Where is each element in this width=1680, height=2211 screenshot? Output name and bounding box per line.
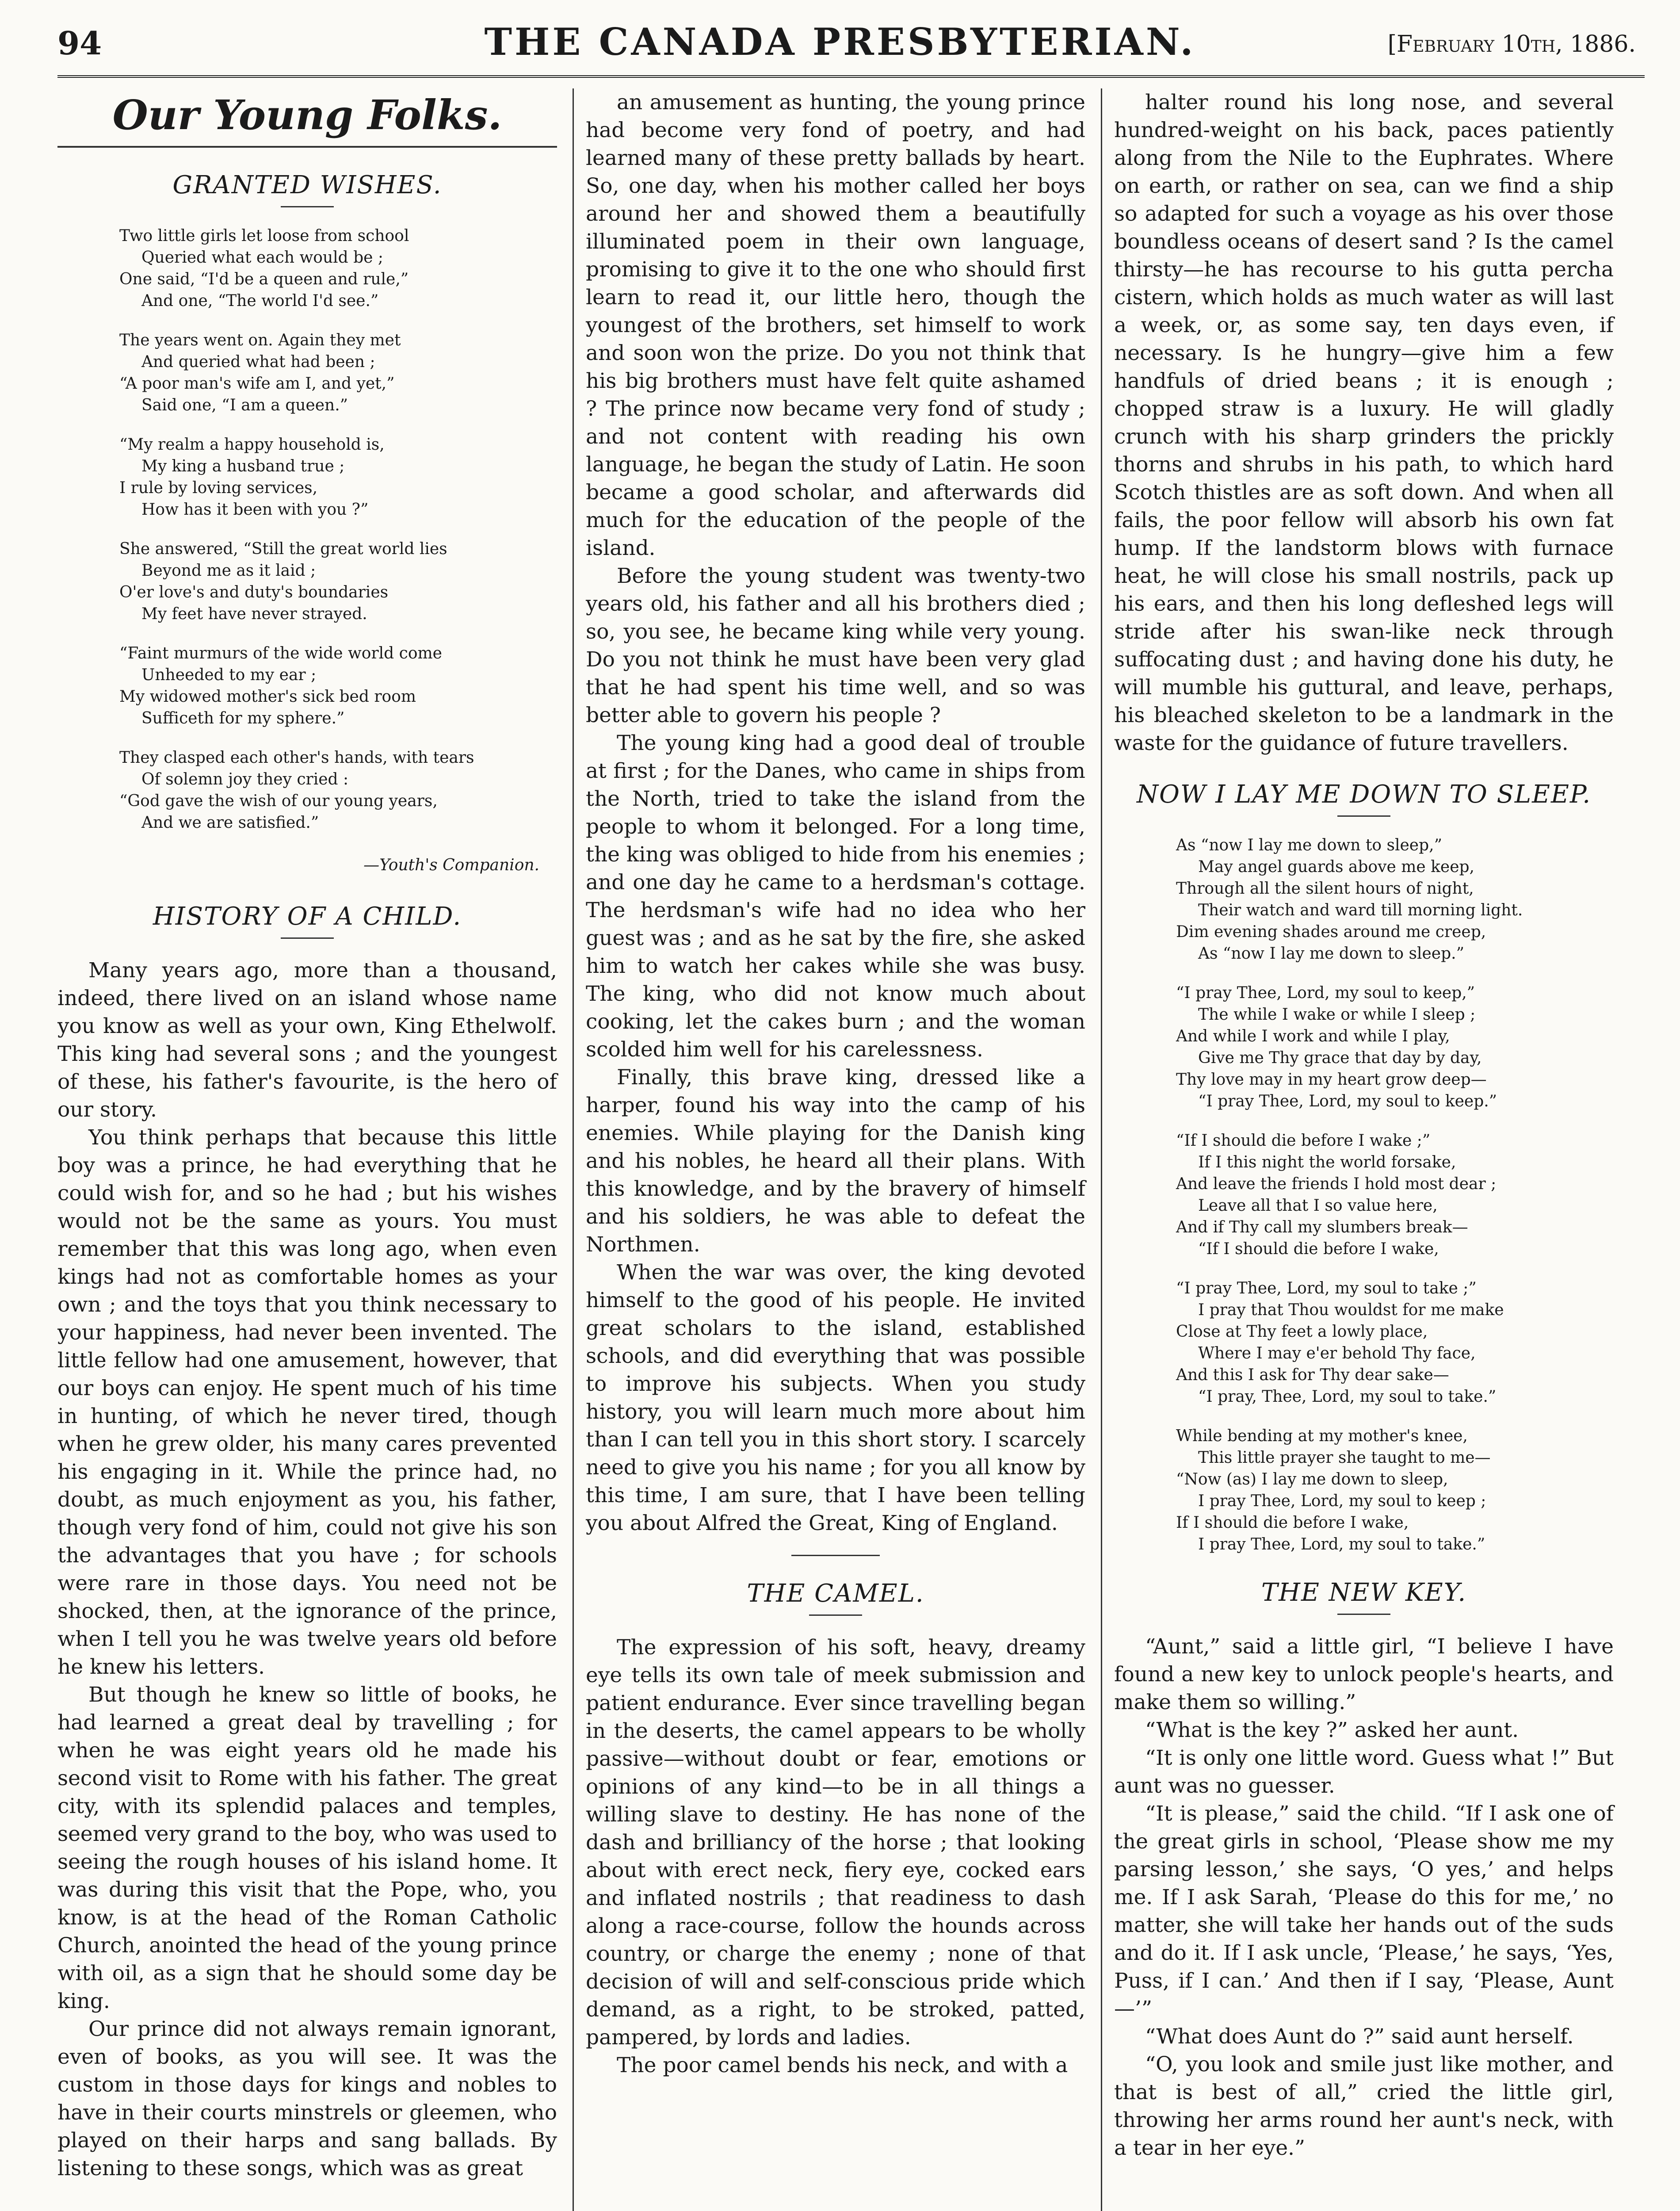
poem-line: I pray Thee, Lord, my soul to take.” <box>1198 1535 1485 1553</box>
paragraph: The young king had a good deal of trouble at first ; for the Danes, who came in ships from the North, tried to take the island from the people to whom it belonged. For a long time, the king was obliged to hide from his enemies ; and one day he came to a herdsman's cottage. The herdsman's wife had no idea who her guest was ; and as he sat by the fire, she asked him to watch her cakes while she was busy. The king, who did not know much about cooking, let the cakes burn ; and the woman scolded him well for his carelessness. <box>586 731 1085 1062</box>
poem-line: “A poor man's wife am I, and yet,” <box>119 375 395 393</box>
poem-line: “I pray Thee, Lord, my soul to take ;” <box>1176 1279 1477 1297</box>
poem-line: And we are satisfied.” <box>141 814 319 832</box>
column-3 <box>1114 88 1614 2162</box>
paragraph: Finally, this brave king, dressed like a harper, found his way into the camp of his enemies. While playing for the Danish king and his nobles, he heard all their plans. With this knowledge, and by the bravery of himself and his soldiers, he was able to defeat the Northmen. <box>586 1065 1085 1257</box>
poem-line: The while I wake or while I sleep ; <box>1198 1006 1476 1024</box>
paragraph: “It is please,” said the child. “If I ask one of the great girls in school, ‘Please show me my parsing lesson,’ she says, ‘O yes,’ and helps me. If I ask Sarah, ‘Please do this for me,’ no matter, she will take her hands out of the suds and do it. If I ask uncle, ‘Please,’ he says, ‘Yes, Puss, if I can.’ And then if I say, ‘Please, Aunt—’” <box>1114 1802 1614 2021</box>
poem-line: As “now I lay me down to sleep.” <box>1198 945 1464 963</box>
poem-line: If I should die before I wake, <box>1176 1514 1409 1532</box>
poem-stanza <box>1176 834 1614 964</box>
poem-line: And one, “The world I'd see.” <box>141 292 379 310</box>
poem-line: The years went on. Again they met <box>119 331 401 349</box>
poem-line: Said one, “I am a queen.” <box>141 396 348 414</box>
paragraph: Many years ago, more than a thousand, indeed, there lived on an island whose name you know as well as your own, King Ethelwolf. This king had several sons ; and the youngest of these, his father's favourite, is the hero of our story. <box>57 958 557 1122</box>
paragraph: Before the young student was twenty-two years old, his father and all his brothers died ; so, you see, he became king while very young. Do you not think he must have been very glad that he had spent his time well, and so was better able to govern his people ? <box>586 564 1085 727</box>
poem-line: “If I should die before I wake, <box>1198 1240 1439 1258</box>
title-rule <box>281 937 334 939</box>
poem-line: One said, “I'd be a queen and rule,” <box>119 270 409 288</box>
poem-line: Queried what each would be ; <box>141 249 384 267</box>
poem-line: This little prayer she taught to me— <box>1198 1449 1491 1467</box>
paragraph: “What is the key ?” asked her aunt. <box>1145 1718 1519 1742</box>
paragraph: When the war was over, the king devoted himself to the good of his people. He invited great scholars to the island, established schools, and did everything that was possible to improve his subjects. When you study history, you will learn much more about him than I can tell you in this short story. I scarcely need to give you his name ; for you all know by this time, I am sure, that I have been telling you about Alfred the Great, King of England. <box>586 1260 1085 1535</box>
story-title: HISTORY OF A CHILD. <box>153 902 462 931</box>
poem-line: Of solemn joy they cried : <box>141 770 349 788</box>
poem-stanza <box>1176 1278 1614 1408</box>
paragraph: an amusement as hunting, the young prince had become very fond of poetry, and had learned many of these pretty ballads by heart. So, one day, when his mother called her boys around her and showed them a beautifully illuminated poem in their own language, promising to give it to the one who should first learn to read it, our little hero, though the youngest of the brothers, set himself to work and soon won the prize. Do you not think that his big brothers must have felt quite ashamed ? The prince now became very fond of study ; and not content with reading his own language, he began the study of Latin. He soon became a good scholar, and afterwards did much for the education of the people of the island. <box>586 90 1085 560</box>
poem-line: I pray Thee, Lord, my soul to keep ; <box>1198 1492 1486 1510</box>
poem-stanza <box>1176 1130 1614 1260</box>
column-divider <box>573 88 574 2211</box>
poem-line: And if Thy call my slumbers break— <box>1176 1218 1468 1236</box>
poem-line: “I pray, Thee, Lord, my soul to take.” <box>1198 1388 1497 1406</box>
poem-line: As “now I lay me down to sleep,” <box>1176 836 1442 854</box>
end-rule <box>791 1555 880 1556</box>
poem-line: “I pray Thee, Lord, my soul to keep.” <box>1198 1092 1497 1110</box>
column-divider <box>1101 88 1102 2211</box>
poem-line: Give me Thy grace that day by day, <box>1198 1049 1482 1067</box>
poem-line: How has it been with you ?” <box>141 501 369 519</box>
title-rule <box>281 206 334 207</box>
poem-stanza <box>119 643 557 729</box>
story-body <box>57 956 557 2182</box>
paragraph: You think perhaps that because this little boy was a prince, he had everything that he could wish for, and so he had ; but his wishes would not be the same as yours. You must remember that this was long ago, when even kings had not as comfortable homes as your own ; and the toys that you think necessary to your happiness, had never been invented. The little fellow had one amusement, however, that our boys can enjoy. He spent much of his time in hunting, of which he never tired, though when he grew older, his many cares prevented his engaging in it. While the prince had, no doubt, as much enjoyment as you, his father, though very fond of him, could not give his son the advantages that you have ; for schools were rare in those days. You need not be shocked, then, at the ignorance of the prince, when I tell you he was twelve years old before he knew his letters. <box>57 1125 557 1679</box>
poem-line: I rule by loving services, <box>119 479 318 497</box>
poem-line: And this I ask for Thy dear sake— <box>1176 1366 1449 1384</box>
paragraph: “What does Aunt do ?” said aunt herself. <box>1145 2024 1574 2049</box>
paragraph: Our prince did not always remain ignorant, even of books, as you will see. It was the custom in those days for kings and nobles to have in their courts minstrels or gleemen, who played on their harps and sang ballads. By listening to these songs, which was as great <box>57 2017 557 2180</box>
camel-article-continued <box>1114 88 1614 757</box>
column-1 <box>57 88 557 2182</box>
poem-credit: —Youth's Companion. <box>363 856 539 874</box>
poem-stanza <box>119 225 557 312</box>
article-title: THE CAMEL. <box>747 1579 924 1608</box>
story-body-continued <box>586 88 1085 1537</box>
poem-line: I pray that Thou wouldst for me make <box>1198 1301 1504 1319</box>
poem-line: Through all the silent hours of night, <box>1176 880 1474 898</box>
poem-stanza <box>1176 1425 1614 1555</box>
section-masthead: Our Young Folks. <box>57 88 557 148</box>
page-number: 94 <box>57 24 102 62</box>
poem-line: “God gave the wish of our young years, <box>119 792 438 810</box>
poem-stanza <box>1176 982 1614 1112</box>
poem-line: Their watch and ward till morning light. <box>1198 901 1523 919</box>
paragraph: “O, you look and smile just like mother, and that is best of all,” cried the little girl, throwing her arms round her aunt's neck, with a tear in her eye.” <box>1114 2052 1614 2160</box>
poem-line: If I this night the world forsake, <box>1198 1153 1456 1171</box>
paragraph: halter round his long nose, and several hundred-weight on his back, paces patiently along from the Nile to the Euphrates. Where on earth, or rather on sea, can we find a ship so adapted for such a voyage as his over those boundless oceans of desert sand ? Is the camel thirsty—he has recourse to his gutta percha cistern, which holds as much water as will last a week, or, as some say, ten days even, if necessary. Is he hungry—give him a few handfuls of dried beans ; it is enough ; chopped straw is a luxury. He will gladly crunch with his sharp grinders the prickly thorns and shrubs in his path, to which hard Scotch thistles are as soft down. And when all fails, the poor fellow will absorb his own fat hump. If the landstorm blows with furnace heat, he will close his small nostrils, pack up his ears, and then his long defleshed legs will stride after his swan-like neck through suffocating dust ; and having done his duty, he will mumble his guttural, and leave, perhaps, his bleached skeleton to be a landmark in the waste for the guidance of future travellers. <box>1114 90 1614 755</box>
poem-title: GRANTED WISHES. <box>172 171 442 199</box>
poem-line: “I pray Thee, Lord, my soul to keep,” <box>1176 984 1475 1002</box>
column-2 <box>586 88 1085 2079</box>
poem-line: And while I work and while I play, <box>1176 1027 1450 1045</box>
poem-line: Close at Thy feet a lowly place, <box>1176 1323 1428 1341</box>
paragraph: “Aunt,” said a little girl, “I believe I have found a new key to unlock people's hearts, and make them so willing.” <box>1114 1634 1614 1714</box>
poem-line: May angel guards above me keep, <box>1198 858 1474 876</box>
title-rule <box>809 1614 862 1616</box>
story-title: THE NEW KEY. <box>1261 1578 1467 1607</box>
poem-stanza <box>119 747 557 834</box>
poem-stanza <box>119 434 557 520</box>
poem-line: “My realm a happy household is, <box>119 436 385 454</box>
poem-now-i-lay-me <box>1176 834 1614 1555</box>
issue-date: [February 10th, 1886. <box>1387 31 1636 57</box>
poem-line: Unheeded to my ear ; <box>141 666 317 684</box>
new-key-story-body <box>1114 1633 1614 2162</box>
poem-line: Sufficeth for my sphere.” <box>141 709 345 727</box>
poem-line: Thy love may in my heart grow deep— <box>1176 1071 1487 1089</box>
poem-line: “If I should die before I wake ;” <box>1176 1132 1431 1150</box>
poem-line: My widowed mother's sick bed room <box>119 688 416 706</box>
poem-line: “Faint murmurs of the wide world come <box>119 644 442 662</box>
poem-line: Leave all that I so value here, <box>1198 1197 1438 1215</box>
poem-line: She answered, “Still the great world lies <box>119 540 447 558</box>
title-rule <box>1337 1614 1390 1615</box>
title-rule <box>1337 815 1390 817</box>
poem-line: My feet have never strayed. <box>141 605 367 623</box>
paragraph: “It is only one little word. Guess what !” But aunt was no guesser. <box>1114 1746 1614 1798</box>
poem-stanza <box>119 538 557 625</box>
camel-article-body <box>586 1633 1085 2079</box>
paragraph: The poor camel bends his neck, and with a <box>617 2053 1068 2077</box>
poem-line: While bending at my mother's knee, <box>1176 1427 1468 1445</box>
poem-line: And leave the friends I hold most dear ; <box>1176 1175 1497 1193</box>
poem-line: “Now (as) I lay me down to sleep, <box>1176 1470 1448 1488</box>
poem-line: Two little girls let loose from school <box>119 227 409 245</box>
newspaper-title: THE CANADA PRESBYTERIAN. <box>484 20 1196 64</box>
paragraph: The expression of his soft, heavy, dreamy eye tells its own tale of meek submission and patient endurance. Ever since travelling began in the deserts, the camel appears to be wholly passive—without doubt or fear, emotions or opinions of any kind—to be in all things a willing slave to destiny. He has none of the dash and brilliancy of the horse ; that looking about with erect neck, fiery eye, cocked ears and inflated nostrils ; that readiness to dash along a race-course, follow the hounds across country, or charge the enemy ; none of that decision of will and self-conscious pride which demand, as a right, to be stroked, patted, pampered, by lords and ladies. <box>586 1635 1085 2050</box>
header-rule <box>57 75 1645 80</box>
poem-line: And queried what had been ; <box>141 353 375 371</box>
poem-stanza <box>119 329 557 416</box>
poem-line: Dim evening shades around me creep, <box>1176 923 1486 941</box>
poem-line: Where I may e'er behold Thy face, <box>1198 1344 1476 1362</box>
poem-title: NOW I LAY ME DOWN TO SLEEP. <box>1136 780 1591 809</box>
poem-granted-wishes <box>119 225 557 834</box>
poem-line: They clasped each other's hands, with tears <box>119 749 474 767</box>
poem-line: Beyond me as it laid ; <box>141 562 316 580</box>
poem-line: O'er love's and duty's boundaries <box>119 583 389 601</box>
paragraph: But though he knew so little of books, he had learned a great deal by travelling ; for when he was eight years old he made his second visit to Rome with his father. The great city, with its splendid palaces and temples, seemed very grand to the boy, who was used to seeing the rough houses of his island home. It was during this visit that the Pope, who, you know, is at the head of the Roman Catholic Church, anointed the head of the young prince with oil, as a sign that he should some day be king. <box>57 1683 557 2013</box>
poem-line: My king a husband true ; <box>141 457 345 475</box>
